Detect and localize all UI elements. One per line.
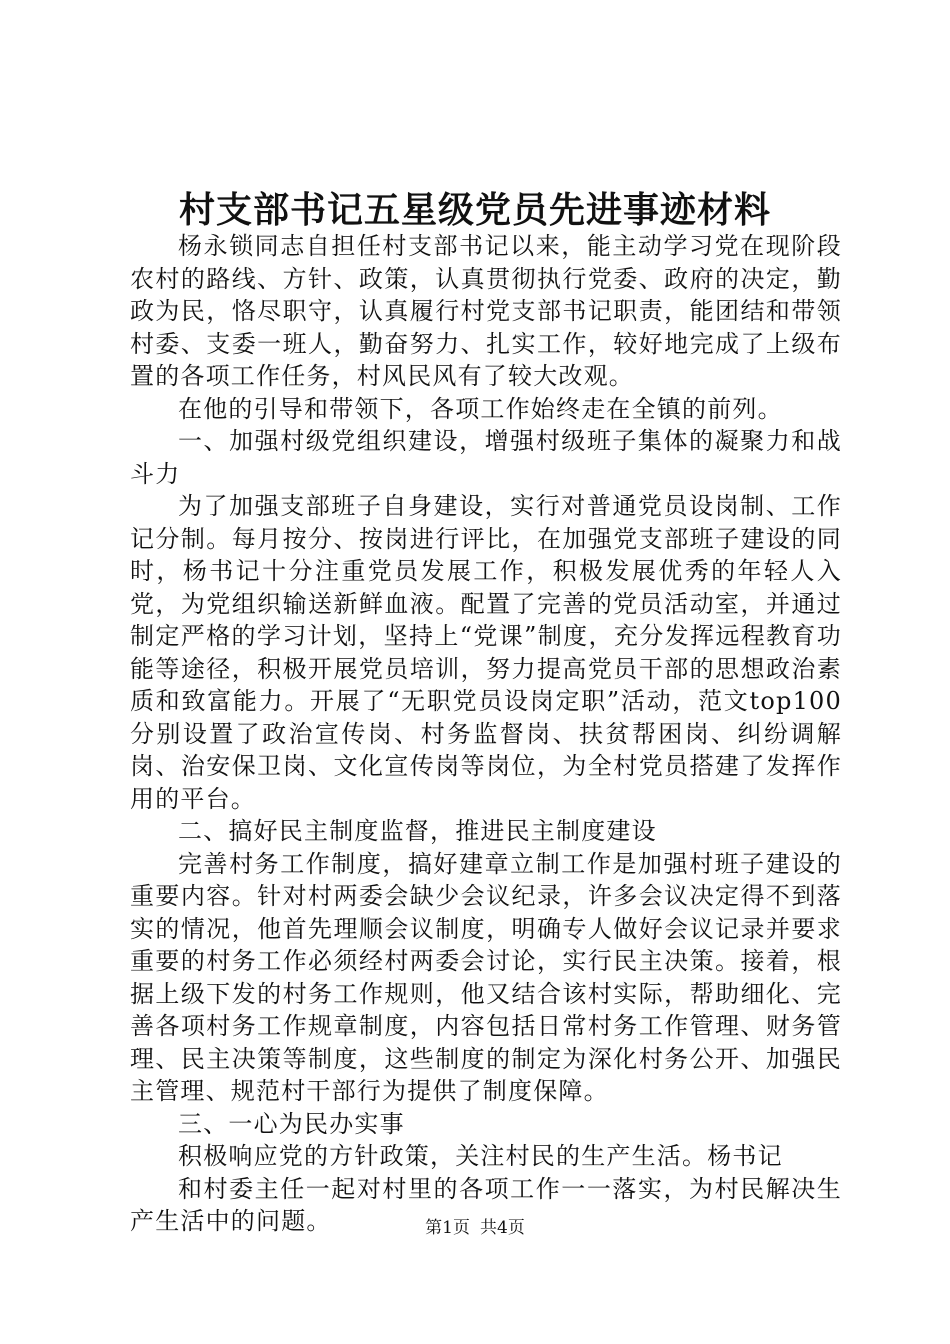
document-body bbox=[130, 230, 842, 1238]
page-number: 第1页 bbox=[425, 1218, 470, 1238]
paragraph-section-2: 完善村务工作制度，搞好建章立制工作是加强村班子建设的重要内容。针对村两委会缺少会议纪录，许多会议决定得不到落实的情况，他首先理顺会议制度，明确专人做好会议记录并要求重要的村务工作必须经村两委会讨论，实行民主决策。接着，根据上级下发的村务工作规则，他又结合该村实际，帮助细化、完善各项村务工作规章制度，内容包括日常村务工作管理、财务管理、民主决策等制度，这些制度的制定为深化村务公开、加强民主管理、规范村干部行为提供了制度保障。 bbox=[130, 849, 842, 1105]
paragraph-section-3a: 积极响应党的方针政策，关注村民的生产生活。杨书记 bbox=[178, 1142, 783, 1170]
document-title: 村支部书记五星级党员先进事迹材料 bbox=[178, 189, 771, 231]
paragraph-intro: 杨永锁同志自担任村支部书记以来，能主动学习党在现阶段农村的路线、方针、政策，认真贯彻执行党委、政府的决定，勤政为民，恪尽职守，认真履行村党支部书记职责，能团结和带领村委、支委一班人，勤奋努力、扎实工作，较好地完成了上级布置的各项工作任务，村风民风有了较大改观。 bbox=[130, 232, 842, 390]
section-heading-2: 二、搞好民主制度监督，推进民主制度建设 bbox=[178, 817, 657, 845]
section-heading-3: 三、一心为民办实事 bbox=[178, 1109, 405, 1138]
paragraph-section-3b: 和村委主任一起对村里的各项工作一一落实，为村民解决生产生活中的问题。 bbox=[130, 1174, 842, 1235]
paragraph-lead: 在他的引导和带领下，各项工作始终走在全镇的前列。 bbox=[178, 394, 783, 423]
page-footer bbox=[0, 1216, 950, 1240]
section-heading-1: 一、加强村级党组织建设，增强村级班子集体的凝聚力和战斗力 bbox=[130, 427, 842, 488]
page-total: 共4页 bbox=[480, 1218, 525, 1238]
paragraph-section-1: 为了加强支部班子自身建设，实行对普通党员设岗制、工作记分制。每月按分、按岗进行评比，在加强党支部班子建设的同时，杨书记十分注重党员发展工作，积极发展优秀的年轻人入党，为党组织输送新鲜血液。配置了完善的党员活动室，并通过制定严格的学习计划，坚持上“党课”制度，充分发挥远程教育功能等途径，积极开展党员培训，努力提高党员干部的思想政治素质和致富能力。开展了“无职党员设岗定职”活动，范文top100分别设置了政治宣传岗、村务监督岗、扶贫帮困岗、纠纷调解岗、治安保卫岗、文化宣传岗等岗位，为全村党员搭建了发挥作用的平台。 bbox=[130, 492, 842, 813]
